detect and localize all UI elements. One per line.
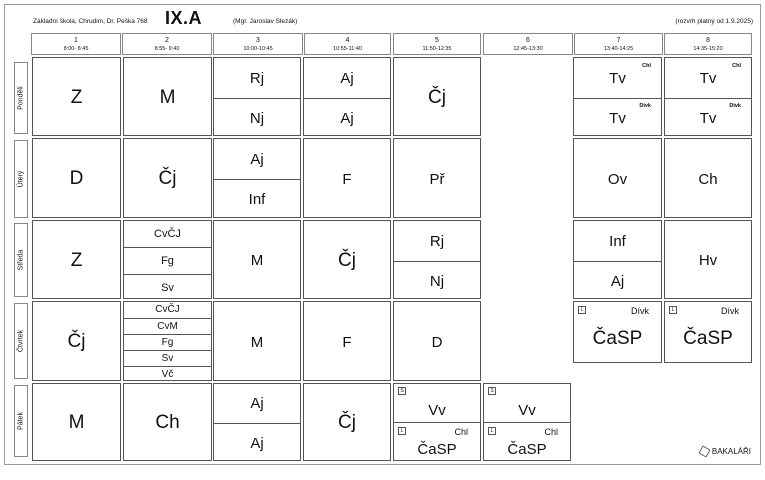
lesson-mon-7[interactable]: Chl Tv Dívk Tv [573,57,662,136]
lesson-tue-3[interactable]: Aj Inf [213,138,301,218]
period-header-1: 1 8:00- 8:45 [31,33,121,55]
lesson-wed-1[interactable]: Z [32,220,121,299]
lesson-tue-2[interactable]: Čj [123,138,212,218]
lesson-tue-7[interactable]: Ov [573,138,662,218]
lesson-fri-2[interactable]: Ch [123,383,212,461]
school-name: Základní škola, Chrudim, Dr. Peška 768 [33,18,148,25]
day-label-friday: Pátek [14,385,28,457]
lesson-thu-5[interactable]: D [393,301,481,381]
lesson-fri-4[interactable]: Čj [303,383,391,461]
lesson-fri-1[interactable]: M [32,383,121,461]
bakalari-logo [700,447,751,456]
lesson-tue-8[interactable]: Ch [664,138,752,218]
period-header-6: 6 12:45-13:30 [483,33,573,55]
lesson-mon-5[interactable]: Čj [393,57,481,136]
brand-name: BAKALÁŘI [711,447,751,456]
lesson-thu-3[interactable]: M [213,301,301,381]
day-label-wednesday: Středa [14,223,28,297]
lesson-mon-8[interactable]: Chl Tv Dívk Tv [664,57,752,136]
lesson-fri-5[interactable]: S Vv L Chl ČaSP [393,383,481,461]
lesson-thu-4[interactable]: F [303,301,391,381]
lesson-tue-1[interactable]: D [32,138,121,218]
class-teacher: (Mgr. Jaroslav Slezák) [233,18,298,25]
period-header-8: 8 14:35-15:20 [664,33,752,55]
lesson-wed-8[interactable]: Hv [664,220,752,299]
lesson-tue-4[interactable]: F [303,138,391,218]
day-label-monday: Pondělí [14,62,28,134]
class-title: IX.A [165,8,203,28]
lesson-fri-3[interactable]: Aj Aj [213,383,301,461]
period-header-4: 4 10:55-11:40 [304,33,391,55]
period-header-2: 2 8:55- 9:40 [122,33,212,55]
period-header-3: 3 10:00-10:45 [213,33,303,55]
lesson-tue-5[interactable]: Př [393,138,481,218]
lesson-wed-3[interactable]: M [213,220,301,299]
lesson-wed-2[interactable]: CvČJ Fg Sv [123,220,212,299]
lesson-thu-2[interactable]: CvČJ CvM Fg Sv Vč [123,301,212,381]
lesson-wed-7[interactable]: Inf Aj [573,220,662,299]
period-header-5: 5 11:50-12:35 [393,33,481,55]
lesson-thu-1[interactable]: Čj [32,301,121,381]
lesson-fri-6[interactable]: S Vv L Chl ČaSP [483,383,571,461]
day-label-thursday: Čtvrtek [14,303,28,379]
period-header-7: 7 13:40-14:25 [574,33,663,55]
day-label-tuesday: Úterý [14,140,28,218]
lesson-wed-5[interactable]: Rj Nj [393,220,481,299]
lesson-thu-8[interactable]: L Dívk ČaSP [664,301,752,363]
lesson-wed-4[interactable]: Čj [303,220,391,299]
bakalari-hex-icon [698,445,710,457]
lesson-mon-3[interactable]: Rj Nj [213,57,301,136]
lesson-mon-1[interactable]: Z [32,57,121,136]
validity-note: (rozvrh platný od 1.9.2025) [675,18,753,25]
lesson-mon-2[interactable]: M [123,57,212,136]
lesson-thu-7[interactable]: L Dívk ČaSP [573,301,662,363]
lesson-mon-4[interactable]: Aj Aj [303,57,391,136]
